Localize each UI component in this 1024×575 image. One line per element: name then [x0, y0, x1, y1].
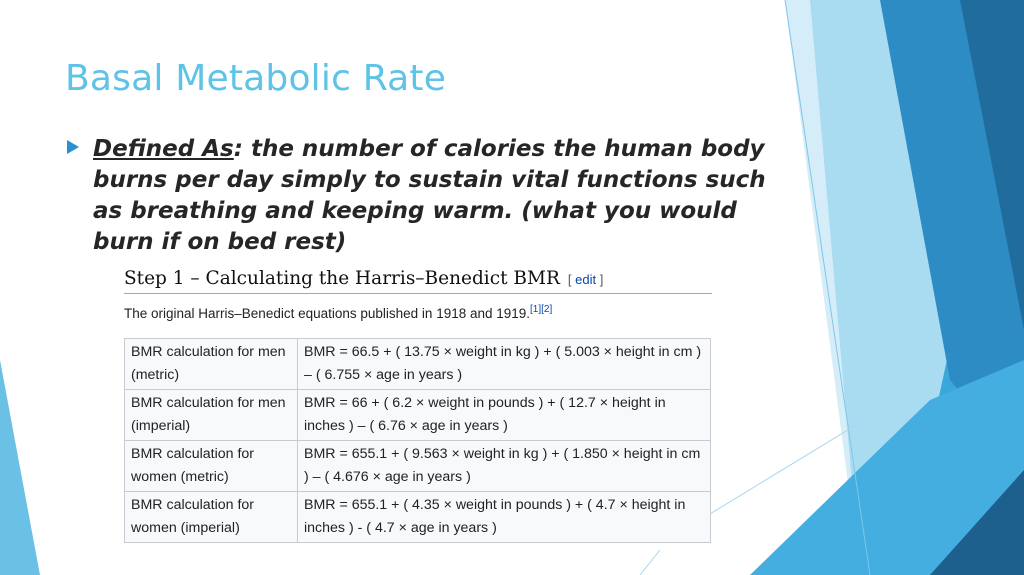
wiki-section-heading [124, 268, 712, 294]
bmr-formula-table [124, 338, 711, 543]
row-formula: BMR = 66.5 + ( 13.75 × weight in kg ) + ( 5.003 × height in cm ) – ( 6.755 × age in years ) [298, 339, 711, 390]
defined-as-term: Defined As [93, 136, 234, 162]
table-row [125, 339, 711, 390]
wiki-excerpt [124, 268, 712, 321]
table-row [125, 390, 711, 441]
row-label: BMR calculation for women (imperial) [125, 492, 298, 543]
term-colon: : [233, 136, 243, 162]
bullet-arrow-icon [67, 140, 79, 154]
edit-bracket-close: ] [596, 272, 604, 287]
table-row [125, 441, 711, 492]
decor-left-corner [0, 360, 40, 575]
table-row [125, 492, 711, 543]
edit-section [568, 272, 603, 287]
edit-bracket-open: [ [567, 272, 576, 287]
row-formula: BMR = 655.1 + ( 9.563 × weight in kg ) + ( 1.850 × height in cm ) – ( 4.676 × age in years ) [298, 441, 711, 492]
slide-title: Basal Metabolic Rate [65, 58, 447, 99]
wiki-intro [124, 304, 712, 321]
row-label: BMR calculation for men (metric) [125, 339, 298, 390]
row-label: BMR calculation for women (metric) [125, 441, 298, 492]
row-formula: BMR = 655.1 + ( 4.35 × weight in pounds ) + ( 4.7 × height in inches ) - ( 4.7 × age in years ) [298, 492, 711, 543]
definition-text: the number of calories the human body burns per day simply to sustain vital functions such as breathing and keeping warm. (what you would burn if on bed rest) [93, 136, 766, 255]
decor-line-3 [640, 550, 660, 575]
wiki-intro-text: The original Harris–Benedict equations published in 1918 and 1919. [124, 306, 531, 321]
wiki-heading-text: Step 1 – Calculating the Harris–Benedict BMR [124, 268, 560, 289]
definition-bullet [93, 134, 773, 258]
row-formula: BMR = 66 + ( 6.2 × weight in pounds ) + ( 12.7 × height in inches ) – ( 6.76 × age in years ) [298, 390, 711, 441]
row-label: BMR calculation for men (imperial) [125, 390, 298, 441]
edit-link[interactable]: edit [575, 272, 597, 287]
citation-links[interactable]: [1][2] [530, 304, 553, 315]
